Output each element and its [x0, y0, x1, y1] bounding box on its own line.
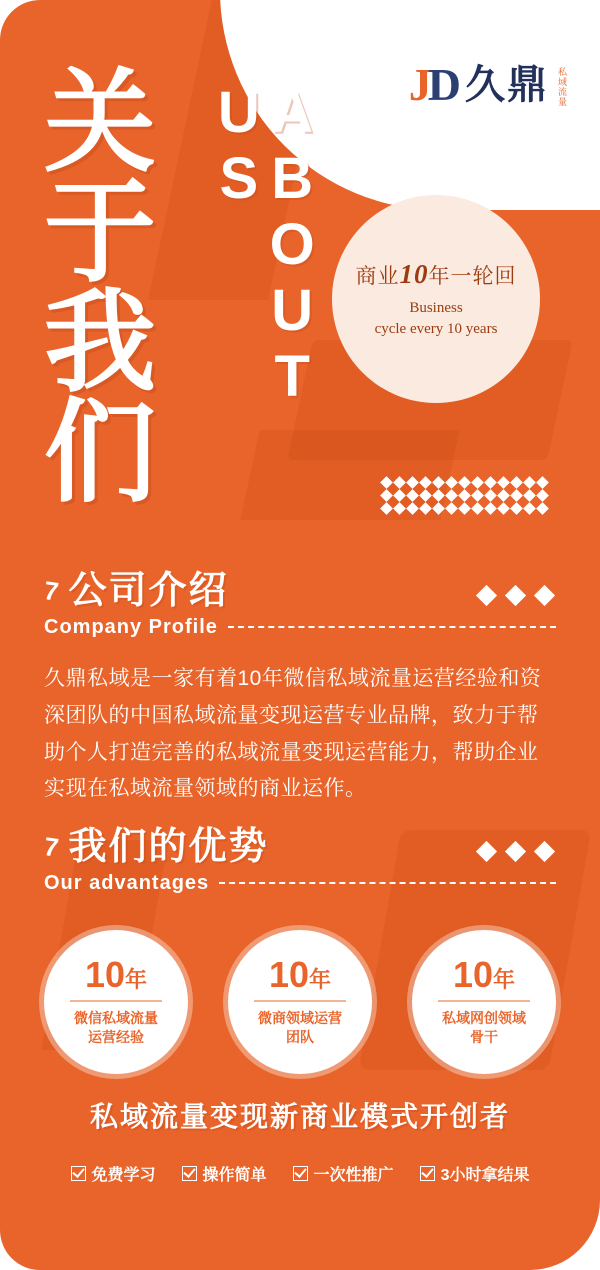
- hero-char-2: 于: [44, 170, 154, 295]
- section-2-title-cn: 我们的优势: [68, 826, 269, 868]
- advantage-card: [228, 930, 372, 1074]
- cycle-badge-en: [375, 298, 498, 339]
- section-1-title-cn: 公司介绍: [68, 570, 229, 612]
- advantage-desc: [258, 1009, 342, 1047]
- hero-char-4: 们: [44, 390, 154, 515]
- advantage-number: [452, 954, 516, 996]
- cycle-en-line2: cycle every 10 years: [374, 320, 498, 337]
- section-1-title-en: Company Profile: [44, 616, 218, 638]
- advantage-desc-line2: 运营经验: [88, 1029, 144, 1045]
- logo-name: 久鼎: [465, 62, 549, 107]
- cycle-number: 10: [399, 259, 429, 290]
- advantage-desc-line1: 私域网创领域: [442, 1010, 526, 1027]
- check-icon: [182, 1166, 197, 1181]
- section-our-advantages: [41, 826, 556, 895]
- check-icon: [71, 1166, 86, 1181]
- check-icon: [293, 1166, 308, 1181]
- logo-subtitle: 私域流量: [557, 67, 567, 107]
- advantage-divider: [438, 1000, 530, 1002]
- corner-bottom-right: [530, 1200, 600, 1270]
- advantage-card: [44, 930, 188, 1074]
- checklist-item: [71, 1162, 156, 1185]
- checklist-label: 操作简单: [202, 1167, 267, 1184]
- corner-top-left: [0, 0, 40, 40]
- checklist-label: 免费学习: [91, 1167, 156, 1184]
- advantage-desc-line1: 微商领域运营: [258, 1010, 342, 1027]
- cycle-prefix: 商业: [355, 264, 400, 289]
- cycle-badge: [332, 195, 540, 403]
- section-1-diamonds: [479, 588, 552, 603]
- hero-char-3: 我: [44, 280, 154, 405]
- section-2-diamonds: [479, 844, 552, 859]
- advantage-divider: [70, 1000, 162, 1002]
- advantage-desc-line2: 团队: [286, 1029, 314, 1045]
- arrow-icon: 7: [41, 831, 61, 863]
- checklist-item: [293, 1162, 394, 1185]
- checklist-label: 3小时拿结果: [440, 1167, 530, 1184]
- arrow-icon: 7: [41, 575, 61, 607]
- advantage-number: [268, 954, 332, 996]
- advantage-desc: [74, 1009, 158, 1047]
- advantage-desc-line2: 骨干: [470, 1029, 498, 1045]
- advantage-number-unit: 年: [125, 967, 148, 993]
- hero-char-1: 关: [44, 60, 154, 185]
- advantage-card: [412, 930, 556, 1074]
- advantage-desc-line1: 微信私域流量: [74, 1010, 158, 1027]
- section-1-subrow: [44, 616, 556, 639]
- check-icon: [420, 1166, 435, 1181]
- checklist-label: 一次性推广: [313, 1167, 394, 1184]
- checklist-item: [420, 1162, 530, 1185]
- section-company-profile: [41, 570, 556, 808]
- advantage-number: [84, 954, 148, 996]
- section-2-head: [41, 826, 556, 868]
- advantage-desc: [442, 1009, 526, 1047]
- section-1-head: [41, 570, 556, 612]
- cycle-en-line1: Business: [409, 300, 463, 317]
- company-profile-body: 久鼎私域是一家有着10年微信私域流量运营经验和资深团队的中国私域流量变现运营专业品牌，致力于帮助个人打造完善的私域流量变现运营能力，帮助企业实现在私域流量领域的商业运作。: [44, 667, 542, 801]
- advantage-divider: [254, 1000, 346, 1002]
- cycle-badge-cn: [356, 259, 517, 290]
- checklist-item: [182, 1162, 267, 1185]
- hero-title-cn: [44, 60, 154, 515]
- advantage-number-value: 10: [268, 954, 310, 996]
- cycle-suffix: 年一轮回: [428, 264, 517, 289]
- advantage-number-value: 10: [452, 954, 494, 996]
- divider-dashed: [228, 626, 556, 628]
- advantage-number-value: 10: [84, 954, 126, 996]
- brand-logo: [408, 59, 567, 110]
- hero-title-en: ABOUT US: [206, 80, 325, 410]
- decor-dot-grid: [382, 478, 552, 520]
- advantage-list: [44, 930, 556, 1074]
- hero-title: [44, 60, 344, 550]
- corner-bottom-left: [0, 1230, 40, 1270]
- checklist: [0, 1162, 600, 1185]
- advantage-number-unit: 年: [493, 967, 516, 993]
- divider-dashed: [219, 882, 556, 884]
- advantage-number-unit: 年: [309, 967, 332, 993]
- logo-mark-icon: JD: [408, 59, 457, 110]
- section-2-subrow: [44, 872, 556, 895]
- section-2-title-en: Our advantages: [44, 872, 210, 894]
- slogan-text: 私域流量变现新商业模式开创者: [89, 1101, 510, 1132]
